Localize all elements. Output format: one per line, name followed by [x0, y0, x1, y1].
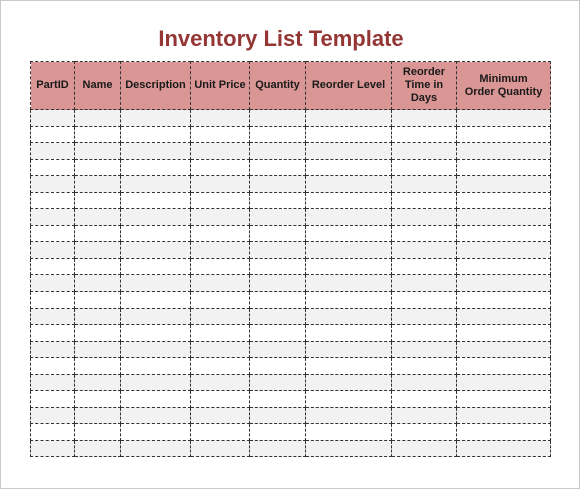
table-cell — [31, 242, 75, 259]
table-row — [31, 110, 551, 127]
table-cell — [250, 391, 306, 408]
table-cell — [250, 374, 306, 391]
table-cell — [191, 126, 250, 143]
table-cell — [457, 440, 551, 457]
table-row — [31, 391, 551, 408]
table-cell — [306, 143, 392, 160]
table-cell — [191, 341, 250, 358]
table-cell — [121, 275, 191, 292]
table-cell — [250, 176, 306, 193]
table-cell — [31, 176, 75, 193]
table-cell — [306, 424, 392, 441]
table-cell — [457, 341, 551, 358]
table-cell — [31, 374, 75, 391]
table-cell — [457, 242, 551, 259]
table-cell — [31, 159, 75, 176]
table-cell — [191, 242, 250, 259]
table-cell — [306, 225, 392, 242]
table-cell — [392, 209, 457, 226]
table-row — [31, 176, 551, 193]
table-cell — [306, 192, 392, 209]
header-row — [31, 62, 551, 110]
column-header-quantity: Quantity — [250, 62, 306, 110]
table-cell — [121, 424, 191, 441]
table-cell — [457, 192, 551, 209]
column-header-minimum-order-quantity: Minimum Order Quantity — [457, 62, 551, 110]
table-cell — [306, 358, 392, 375]
table-cell — [121, 192, 191, 209]
table-row — [31, 374, 551, 391]
table-cell — [31, 143, 75, 160]
table-cell — [392, 341, 457, 358]
table-cell — [457, 391, 551, 408]
table-cell — [306, 110, 392, 127]
table-cell — [31, 325, 75, 342]
table-cell — [392, 440, 457, 457]
table-row — [31, 407, 551, 424]
table-cell — [121, 358, 191, 375]
table-cell — [75, 407, 121, 424]
table-cell — [121, 325, 191, 342]
table-cell — [191, 192, 250, 209]
table-cell — [457, 126, 551, 143]
table-cell — [75, 292, 121, 309]
table-cell — [250, 308, 306, 325]
table-cell — [250, 358, 306, 375]
table-cell — [392, 126, 457, 143]
column-header-reorder-time: Reorder Time in Days — [392, 62, 457, 110]
table-cell — [31, 258, 75, 275]
table-cell — [306, 275, 392, 292]
table-cell — [250, 143, 306, 160]
table-cell — [306, 391, 392, 408]
table-cell — [457, 275, 551, 292]
table-cell — [31, 225, 75, 242]
table-cell — [121, 143, 191, 160]
table-cell — [250, 126, 306, 143]
table-cell — [392, 424, 457, 441]
table-cell — [75, 143, 121, 160]
table-cell — [121, 159, 191, 176]
table-cell — [31, 308, 75, 325]
table-cell — [31, 126, 75, 143]
table-cell — [191, 358, 250, 375]
table-cell — [121, 440, 191, 457]
table-cell — [75, 275, 121, 292]
table-cell — [457, 159, 551, 176]
table-cell — [75, 242, 121, 259]
table-cell — [75, 126, 121, 143]
table-cell — [392, 159, 457, 176]
table-cell — [457, 110, 551, 127]
table-cell — [31, 440, 75, 457]
table-cell — [392, 358, 457, 375]
table-row — [31, 209, 551, 226]
table-cell — [250, 258, 306, 275]
table-cell — [392, 374, 457, 391]
table-cell — [250, 159, 306, 176]
table-cell — [457, 424, 551, 441]
table-cell — [457, 325, 551, 342]
table-cell — [191, 159, 250, 176]
table-cell — [121, 209, 191, 226]
table-cell — [75, 308, 121, 325]
table-row — [31, 258, 551, 275]
table-cell — [191, 440, 250, 457]
table-cell — [392, 407, 457, 424]
table-cell — [250, 292, 306, 309]
table-cell — [75, 374, 121, 391]
table-cell — [191, 308, 250, 325]
table-cell — [250, 341, 306, 358]
column-header-description: Description — [121, 62, 191, 110]
table-cell — [31, 292, 75, 309]
table-cell — [306, 292, 392, 309]
table-cell — [121, 341, 191, 358]
table-cell — [121, 292, 191, 309]
table-cell — [31, 341, 75, 358]
table-cell — [250, 225, 306, 242]
table-cell — [250, 407, 306, 424]
page-title: Inventory List Template — [158, 26, 404, 51]
table-cell — [457, 407, 551, 424]
table-cell — [121, 242, 191, 259]
table-cell — [306, 258, 392, 275]
column-header-unit-price: Unit Price — [191, 62, 250, 110]
table-cell — [121, 407, 191, 424]
table-cell — [75, 225, 121, 242]
table-body — [31, 110, 551, 457]
table-cell — [31, 192, 75, 209]
table-cell — [191, 225, 250, 242]
table-row — [31, 159, 551, 176]
table-cell — [31, 110, 75, 127]
table-cell — [306, 407, 392, 424]
table-cell — [306, 374, 392, 391]
table-cell — [457, 308, 551, 325]
table-cell — [250, 110, 306, 127]
column-header-reorder-level: Reorder Level — [306, 62, 392, 110]
table-cell — [75, 209, 121, 226]
table-cell — [306, 159, 392, 176]
table-cell — [31, 209, 75, 226]
table-cell — [457, 209, 551, 226]
table-cell — [457, 358, 551, 375]
table-cell — [75, 424, 121, 441]
table-cell — [31, 391, 75, 408]
table-cell — [75, 440, 121, 457]
table-cell — [121, 126, 191, 143]
table-cell — [392, 176, 457, 193]
table-cell — [306, 341, 392, 358]
table-row — [31, 225, 551, 242]
table-row — [31, 192, 551, 209]
table-cell — [191, 407, 250, 424]
table-cell — [250, 325, 306, 342]
table-cell — [306, 308, 392, 325]
table-row — [31, 341, 551, 358]
table-cell — [75, 325, 121, 342]
table-cell — [250, 209, 306, 226]
table-cell — [457, 258, 551, 275]
table-row — [31, 424, 551, 441]
column-header-name: Name — [75, 62, 121, 110]
table-cell — [121, 176, 191, 193]
table-row — [31, 275, 551, 292]
table-cell — [250, 242, 306, 259]
table-cell — [392, 391, 457, 408]
table-cell — [121, 374, 191, 391]
table-cell — [31, 424, 75, 441]
table-cell — [75, 176, 121, 193]
table-cell — [457, 292, 551, 309]
table-cell — [457, 143, 551, 160]
table-cell — [31, 275, 75, 292]
table-cell — [75, 192, 121, 209]
table-cell — [121, 308, 191, 325]
table-cell — [191, 424, 250, 441]
table-cell — [392, 292, 457, 309]
table-cell — [457, 374, 551, 391]
table-cell — [250, 275, 306, 292]
table-cell — [191, 325, 250, 342]
table-cell — [392, 325, 457, 342]
table-cell — [306, 325, 392, 342]
table-cell — [31, 407, 75, 424]
table-cell — [306, 176, 392, 193]
table-cell — [392, 225, 457, 242]
table-cell — [250, 424, 306, 441]
table-cell — [191, 374, 250, 391]
table-cell — [392, 192, 457, 209]
table-cell — [392, 308, 457, 325]
table-row — [31, 292, 551, 309]
table-cell — [306, 209, 392, 226]
table-cell — [392, 258, 457, 275]
table-cell — [75, 358, 121, 375]
table-cell — [121, 391, 191, 408]
table-cell — [191, 209, 250, 226]
table-cell — [392, 242, 457, 259]
table-cell — [250, 192, 306, 209]
table-cell — [306, 126, 392, 143]
table-cell — [191, 391, 250, 408]
table-cell — [121, 258, 191, 275]
table-cell — [121, 225, 191, 242]
table-row — [31, 143, 551, 160]
table-cell — [121, 110, 191, 127]
table-cell — [191, 292, 250, 309]
table-cell — [191, 143, 250, 160]
table-row — [31, 358, 551, 375]
table-row — [31, 440, 551, 457]
table-cell — [75, 391, 121, 408]
table-cell — [75, 159, 121, 176]
table-cell — [306, 440, 392, 457]
table-cell — [250, 440, 306, 457]
table-row — [31, 242, 551, 259]
table-cell — [392, 275, 457, 292]
table-cell — [191, 176, 250, 193]
table-cell — [191, 275, 250, 292]
table-cell — [191, 110, 250, 127]
inventory-table — [30, 61, 551, 457]
table-cell — [75, 341, 121, 358]
table-cell — [75, 258, 121, 275]
table-row — [31, 325, 551, 342]
table-cell — [75, 110, 121, 127]
table-cell — [191, 258, 250, 275]
table-cell — [457, 225, 551, 242]
table-cell — [457, 176, 551, 193]
column-header-partid: PartID — [31, 62, 75, 110]
table-cell — [306, 242, 392, 259]
table-cell — [31, 358, 75, 375]
table-cell — [392, 110, 457, 127]
table-row — [31, 126, 551, 143]
table-cell — [392, 143, 457, 160]
table-row — [31, 308, 551, 325]
